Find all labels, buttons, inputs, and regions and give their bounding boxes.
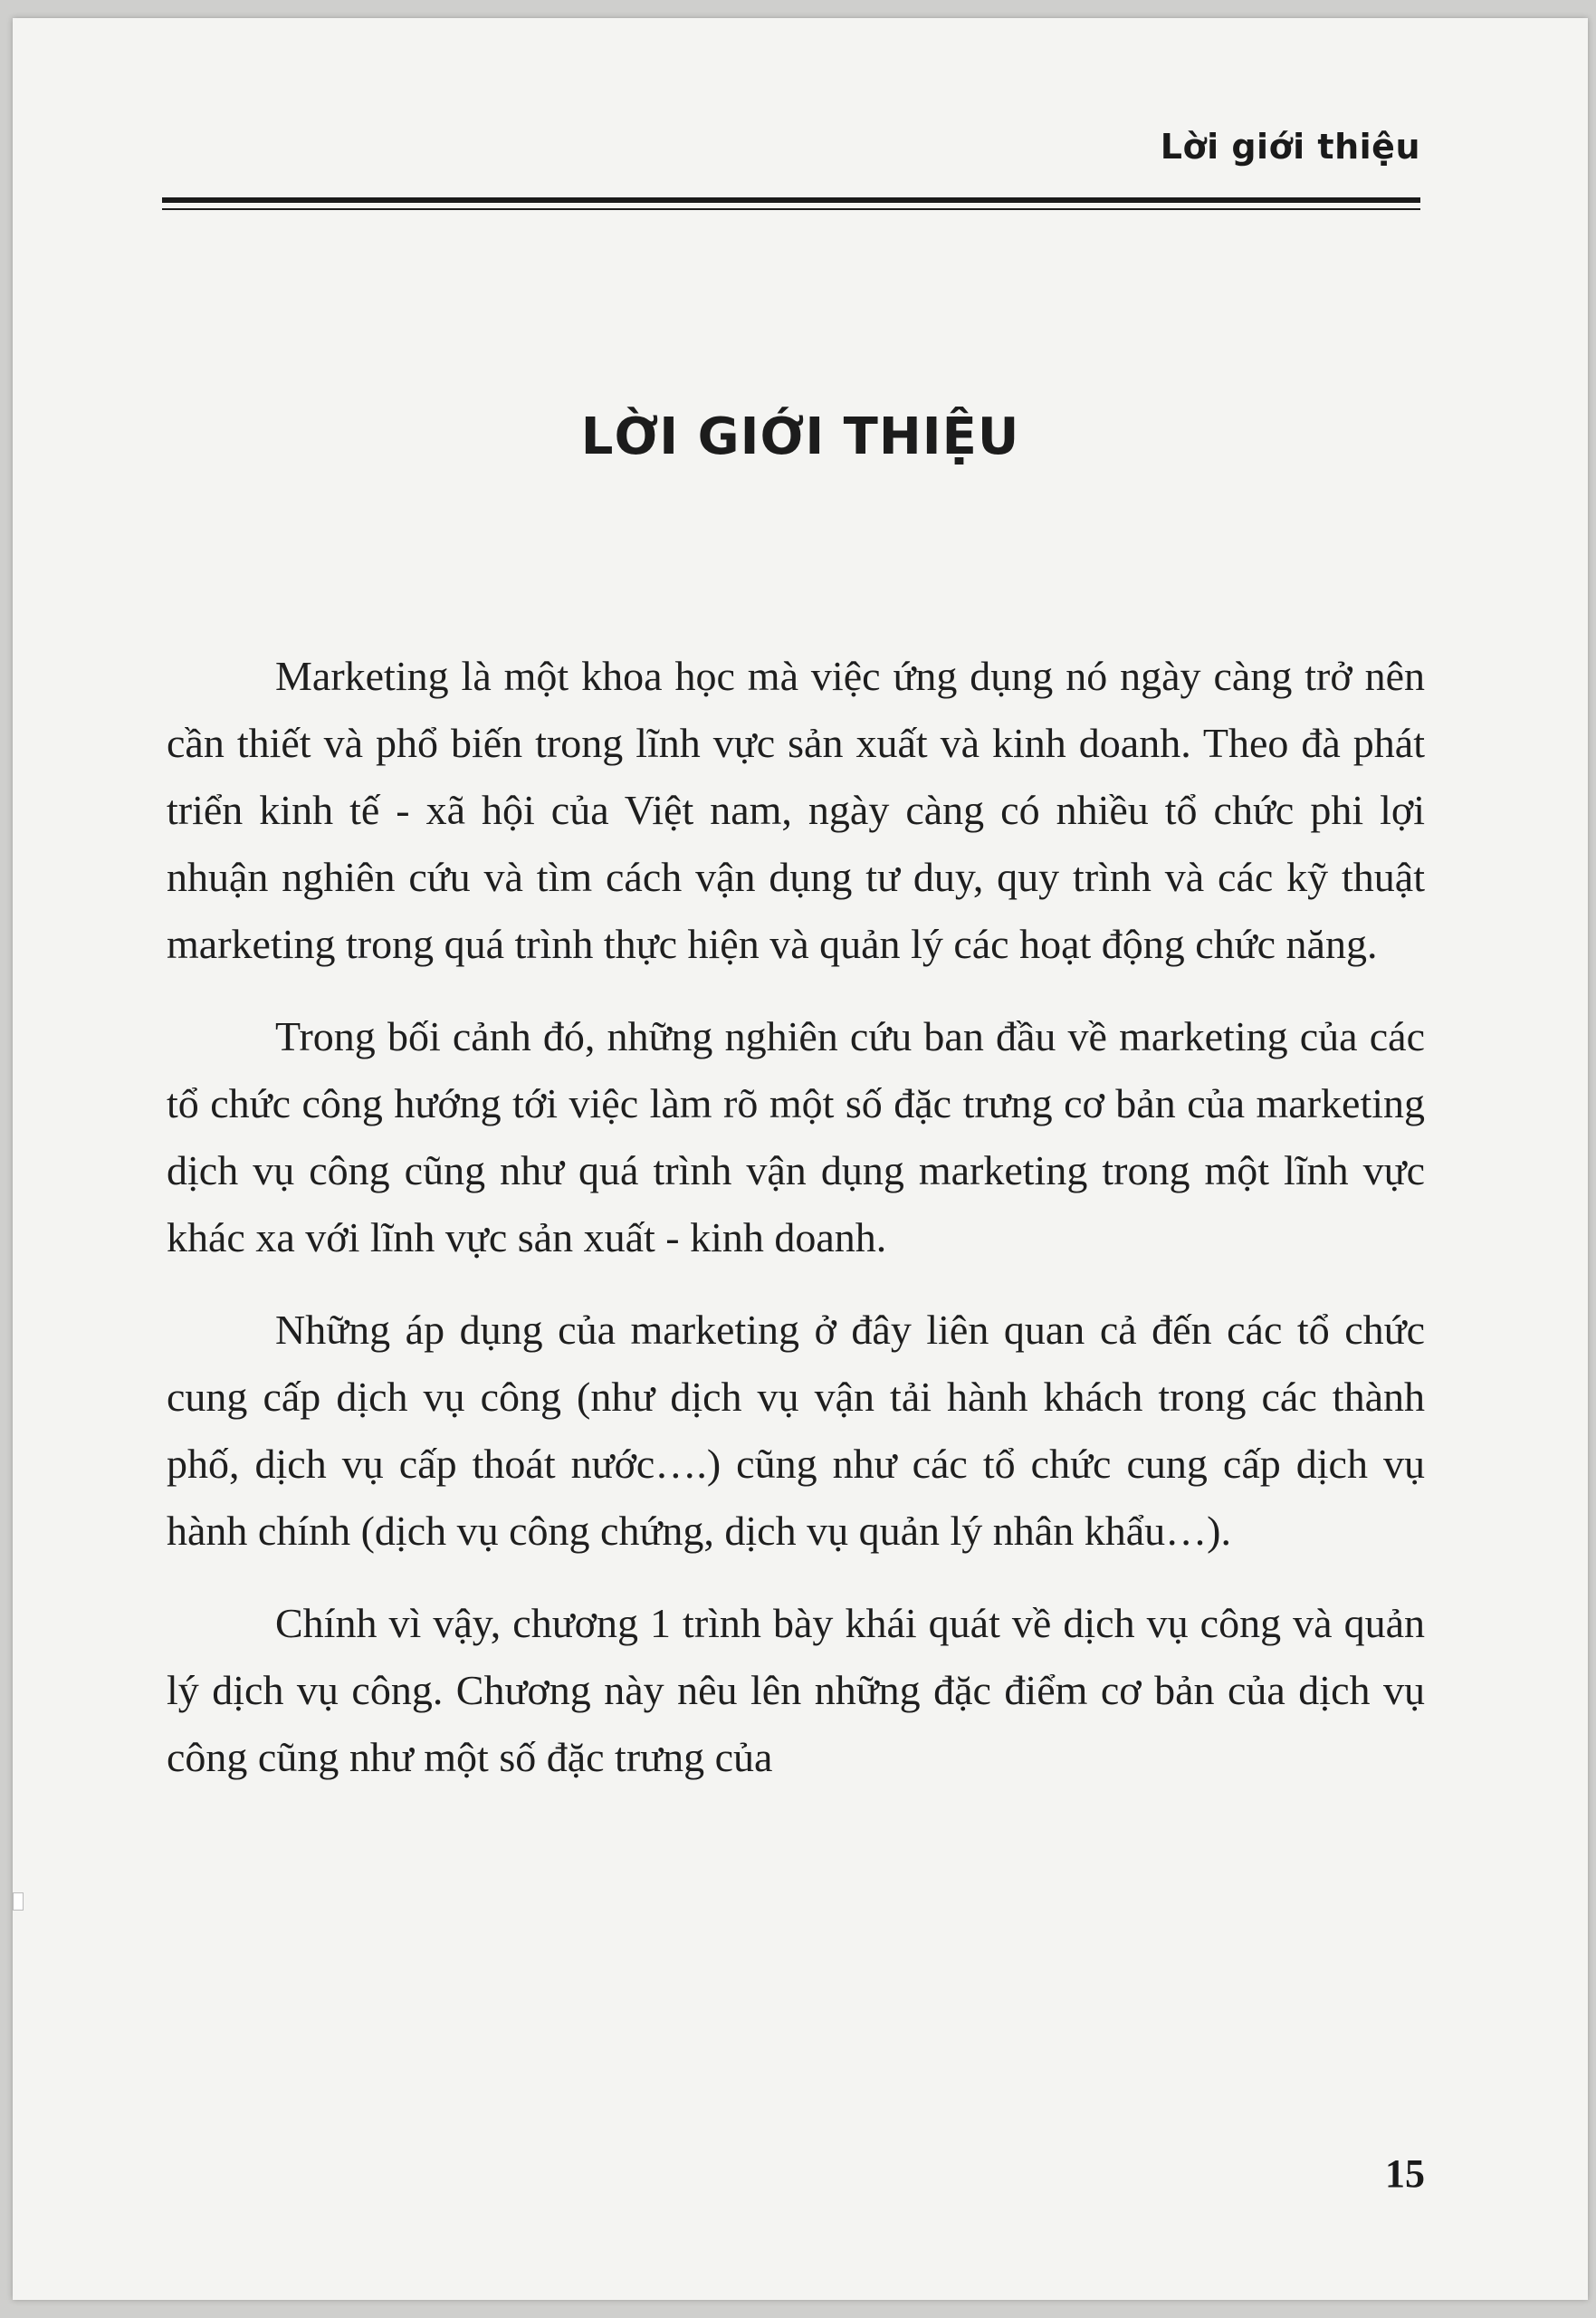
running-header [162, 72, 1420, 190]
paragraph-4: Chính vì vậy, chương 1 trình bày khái quát về dịch vụ công và quản lý dịch vụ công. Chương này nêu lên những đặc điểm cơ bản của dịch vụ công cũng như một số đặc trưng của [167, 1600, 1425, 1780]
page-number: 15 [1385, 2151, 1425, 2196]
book-page [13, 18, 1588, 2300]
paragraph-1: Marketing là một khoa học mà việc ứng dụng nó ngày càng trở nên cần thiết và phổ biến trong lĩnh vực sản xuất và kinh doanh. Theo đà phát triển kinh tế - xã hội của Việt nam, ngày càng có nhiều tổ chức phi lợi nhuận nghiên cứu và tìm cách vận dụng tư duy, quy trình và các kỹ thuật marketing trong quá trình thực hiện và quản lý các hoạt động chức năng. [167, 653, 1425, 967]
page-edge-marker [13, 1892, 24, 1911]
running-header-title: Lời giới thiệu [1160, 127, 1420, 167]
paragraph-3: Những áp dụng của marketing ở đây liên quan cả đến các tổ chức cung cấp dịch vụ công (như dịch vụ vận tải hành khách trong các thành phố, dịch vụ cấp thoát nước….) cũng như các tổ chức cung cấp dịch vụ hành chính (dịch vụ công chứng, dịch vụ quản lý nhân khẩu…). [167, 1307, 1425, 1554]
body-text [167, 643, 1425, 1816]
chapter-title: LỜI GIỚI THIỆU [580, 407, 1020, 466]
header-rule-thin [162, 208, 1420, 210]
paragraph-2: Trong bối cảnh đó, những nghiên cứu ban đầu về marketing của các tổ chức công hướng tới việc làm rõ một số đặc trưng cơ bản của marketing dịch vụ công cũng như quá trình vận dụng marketing trong một lĩnh vực khác xa với lĩnh vực sản xuất - kinh doanh. [167, 1013, 1425, 1260]
header-rule-thick [162, 197, 1420, 203]
